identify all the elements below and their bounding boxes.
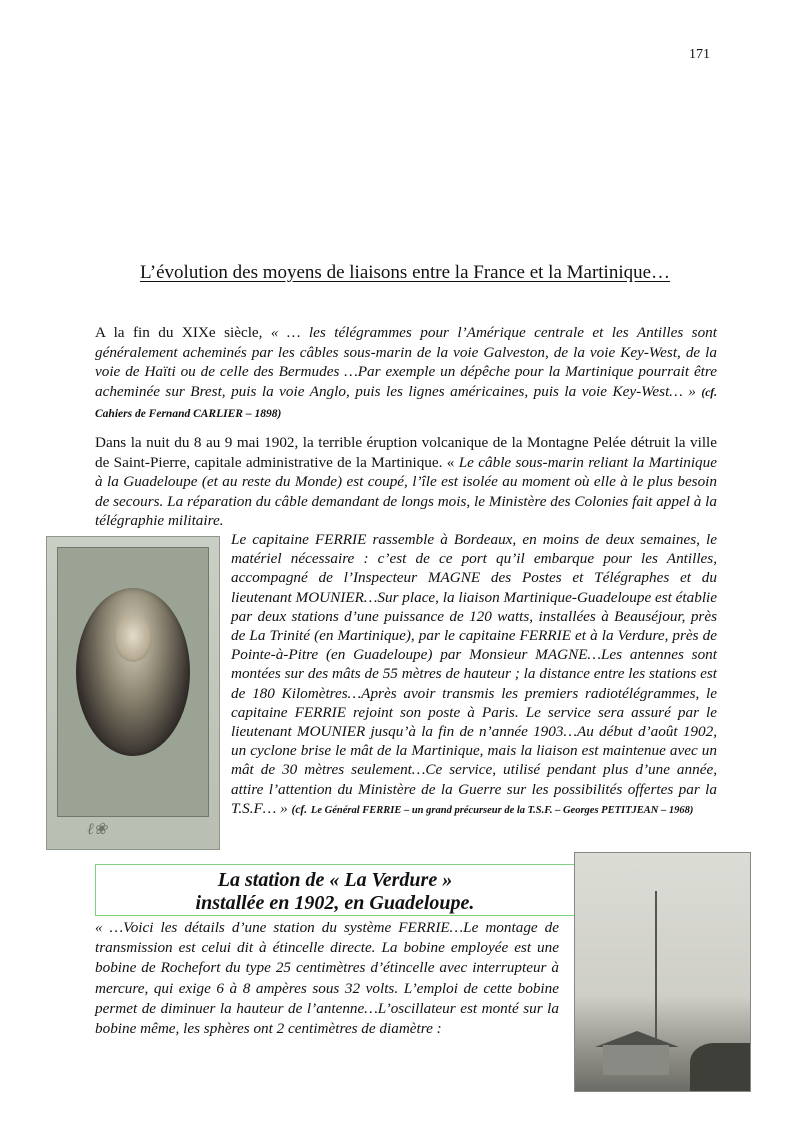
portrait-face [114, 614, 152, 662]
page-number: 171 [689, 47, 710, 62]
portrait-photo [46, 536, 220, 850]
section-heading-box [95, 864, 574, 916]
intro-quote: « … les télégrammes pour l’Amérique centrale et les Antilles sont généralement acheminés par les câbles sous-marin de la voie Galveston, de la voie Key-West, de la voie de Haïti ou de celle des Bermudes …Par exemple un dépêche pour la Martinique pourrait être acheminée sur Brest, puis la voie Anglo, puis les lignes américaines, puis la voie Key-West… » [95, 324, 717, 400]
section-heading [96, 869, 574, 915]
section-heading-line1: La station de « La Verdure » [217, 869, 453, 891]
eruption-quote: Le câble sous-marin reliant la Martinique à la Guadeloupe (et au reste du Monde) est coupé, l’île est isolée au moment où elle à le plus besoin de secours. La réparation du câble demandant de longs mois, le Ministère des Colonies fait appel à la télégraphie militaire. [95, 453, 717, 529]
intro-source: (cf. Cahiers de Fernand CARLIER – 1898) [95, 386, 717, 420]
article-title: L’évolution des moyens de liaisons entre la France et la Martinique… [139, 262, 671, 283]
section-heading-line2: installée en 1902, en Guadeloupe. [195, 892, 475, 914]
paragraph-eruption [95, 433, 717, 531]
portrait-mount [57, 547, 209, 817]
ferrie-source: Le Général FERRIE – un grand précurseur de la T.S.F. – Georges PETITJEAN – 1968) [310, 804, 694, 816]
eruption-lead: Dans la nuit du 8 au 9 mai 1902, la terrible éruption volcanique de la Montagne Pelée détruit la ville de Saint-Pierre, capitale administrative de la Martinique. « [95, 434, 717, 471]
trees [690, 1043, 750, 1091]
station-photo [574, 852, 751, 1092]
station-hut [603, 1045, 669, 1075]
ferrie-source-start: (cf. [291, 803, 308, 816]
paragraph-station [95, 918, 559, 1039]
station-quote: « …Voici les détails d’une station du système FERRIE…Le montage de transmission est celui dit à étincelle directe. La bobine employée est une bobine de Rochefort du type 25 centimètres d’étincelle avec interrupteur à mercure, qui exige 6 à 8 ampères sous 32 volts. L’emploi de cette bobine permet de diminuer la hauteur de l’antenne…L’oscillateur est monté sur la bobine même, les sphères ont 2 centimètres de diamètre : [95, 919, 559, 1038]
paragraph-ferrie [231, 530, 717, 820]
intro-lead: A la fin du XIXe siècle, [95, 324, 271, 341]
ferrie-quote: Le capitaine FERRIE rassemble à Bordeaux, en moins de deux semaines, le matériel nécessaire : c’est de ce port qu’il embarque pour les Antilles, accompagné de l’Inspecteur MAGNE des Postes et Télégraphes et du lieutenant MOUNIER…Sur place, la liaison Martinique-Guadeloupe est établie par deux stations d’une puissance de 120 watts, installées à Beauséjour, près de La Trinité (en Martinique), par le capitaine FERRIE et à la Verdure, près de Pointe-à-Pitre (en Guadeloupe) par Monsieur MAGNE…Les antennes sont montées sur des mâts de 55 mètres de hauteur ; la distance entre les stations est de 180 Kilomètres…Après avoir transmis les premiers radiotélégrammes, le capitaine FERRIE rejoint son poste à Paris. Le service sera assuré par le lieutenant MOUNIER jusqu’à la fin de n’année 1903…Au début d’août 1902, un cyclone brise le mât de la Martinique, mais la liaison est maintenue avec un mât de 30 mètres seulement…Ce service, utilisé pendant plus d’une année, attire l’attention du Ministère de la Guerre sur les possibilités offertes par la T.S.F… » [231, 531, 717, 817]
portrait-oval [76, 588, 190, 756]
paragraph-intro [95, 323, 717, 425]
portrait-signature: ℓ❀ [87, 821, 108, 838]
